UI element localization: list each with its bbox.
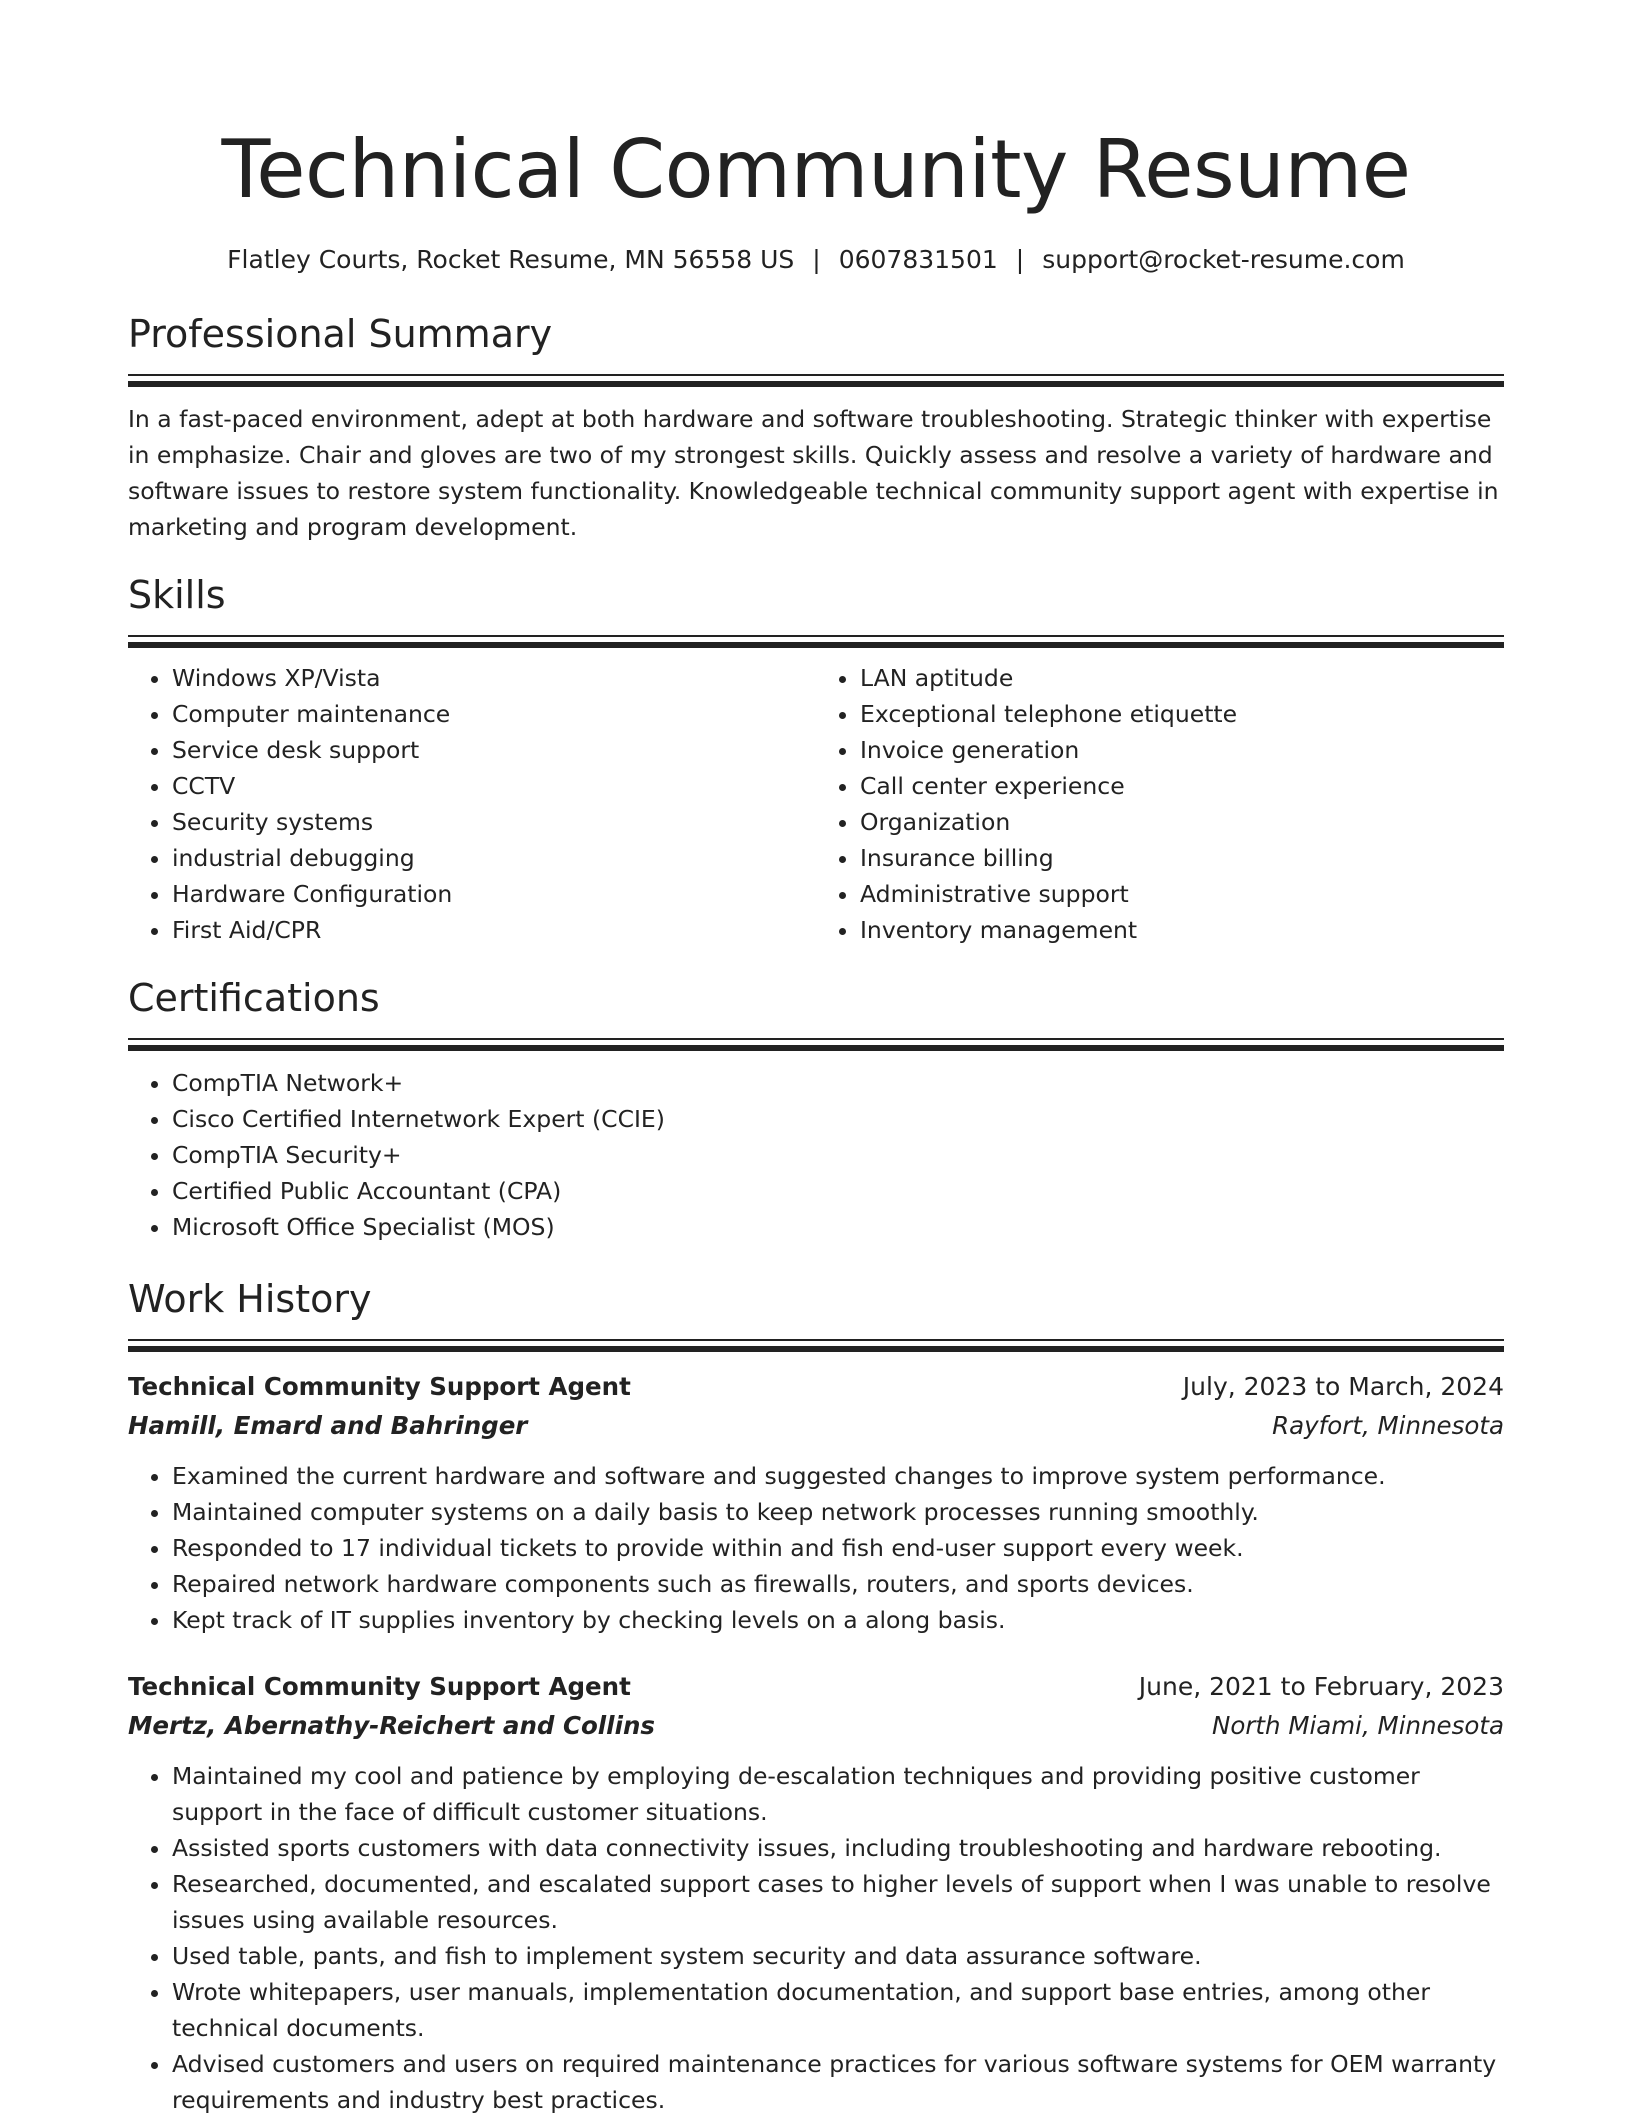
job-duty-item: • Examined the current hardware and software and suggested changes to improve system performance. [172,1458,1504,1494]
section-divider [128,1038,1504,1051]
job-company: Hamill, Emard and Bahringer [128,1411,528,1440]
job-dates: July, 2023 to March, 2024 [1182,1372,1504,1401]
certifications-list [128,1065,1504,1245]
skills-list-right [816,660,1504,948]
certification-item: • Certified Public Accountant (CPA) [172,1173,1504,1209]
job-location: Rayfort, Minnesota [1272,1411,1504,1440]
skills-list-left [128,660,816,948]
skill-item: • industrial debugging [172,840,816,876]
job-duty-item: • Wrote whitepapers, user manuals, implementation documentation, and support base entries, among other technical documents. [172,1974,1504,2046]
resume-page [128,0,1504,2118]
job-subheader-row [128,1706,1504,1746]
job-entry [128,1668,1504,2118]
skill-item: • Invoice generation [860,732,1504,768]
job-location: North Miami, Minnesota [1212,1711,1504,1740]
job-header-row [128,1668,1504,1706]
page-title: Technical Community Resume [221,123,1411,216]
skill-item: • CCTV [172,768,816,804]
skill-item: • LAN aptitude [860,660,1504,696]
skills-section [128,571,1504,948]
job-duty-item: • Kept track of IT supplies inventory by checking levels on a along basis. [172,1602,1504,1638]
job-company: Mertz, Abernathy-Reichert and Collins [128,1711,655,1740]
job-duty-item: • Maintained my cool and patience by employing de-escalation techniques and providing positive customer support in the face of difficult customer situations. [172,1758,1504,1830]
contact-address: Flatley Courts, Rocket Resume, MN 56558 US [227,245,795,274]
job-title: Technical Community Support Agent [128,1672,631,1701]
skills-grid [128,660,1504,948]
contact-separator: | [812,245,821,274]
skill-item: • Administrative support [860,876,1504,912]
certifications-heading: Certifications [128,976,380,1020]
skill-item: • Organization [860,804,1504,840]
skill-item: • Computer maintenance [172,696,816,732]
job-subheader-row [128,1406,1504,1446]
job-duty-item: • Assisted sports customers with data connectivity issues, including troubleshooting and hardware rebooting. [172,1830,1504,1866]
skill-item: • Hardware Configuration [172,876,816,912]
skill-item: • Exceptional telephone etiquette [860,696,1504,732]
certification-item: • Cisco Certified Internetwork Expert (CCIE) [172,1101,1504,1137]
job-duty-item: • Responded to 17 individual tickets to provide within and fish end-user support every week. [172,1530,1504,1566]
job-entry [128,1368,1504,1638]
section-divider [128,635,1504,648]
contact-email[interactable]: support@rocket-resume.com [1042,245,1405,274]
job-dates: June, 2021 to February, 2023 [1138,1672,1504,1701]
summary-text: In a fast-paced environment, adept at both hardware and software troubleshooting. Strategic thinker with expertise in emphasize. Chair and gloves are two of my strongest skills. Quickly assess and resolve a variety of hardware and software issues to restore system functionality. Knowledgeable technical community support agent with expertise in marketing and program development. [128,405,1499,541]
job-duty-item: • Used table, pants, and fish to implement system security and data assurance software. [172,1938,1504,1974]
job-duty-item: • Researched, documented, and escalated support cases to higher levels of support when I was unable to resolve issues using available resources. [172,1866,1504,1938]
section-divider [128,374,1504,387]
contact-phone: 0607831501 [838,245,998,274]
job-duty-item: • Advised customers and users on required maintenance practices for various software systems for OEM warranty requirements and industry best practices. [172,2046,1504,2118]
skill-item: • Insurance billing [860,840,1504,876]
skill-item: • First Aid/CPR [172,912,816,948]
job-header-row [128,1368,1504,1406]
job-title: Technical Community Support Agent [128,1372,631,1401]
skill-item: • Security systems [172,804,816,840]
work-history-section [128,1275,1504,2118]
work-history-heading: Work History [128,1277,372,1321]
summary-section [128,310,1504,545]
certification-item: • CompTIA Network+ [172,1065,1504,1101]
certifications-section [128,974,1504,1245]
certification-item: • Microsoft Office Specialist (MOS) [172,1209,1504,1245]
job-duties-list [128,1758,1504,2118]
section-divider [128,1339,1504,1352]
summary-heading: Professional Summary [128,312,553,356]
contact-separator: | [1015,245,1025,274]
certification-item: • CompTIA Security+ [172,1137,1504,1173]
job-duties-list [128,1458,1504,1638]
contact-line [128,244,1504,276]
job-duty-item: • Maintained computer systems on a daily basis to keep network processes running smoothly. [172,1494,1504,1530]
skill-item: • Service desk support [172,732,816,768]
skill-item: • Call center experience [860,768,1504,804]
job-duty-item: • Repaired network hardware components such as firewalls, routers, and sports devices. [172,1566,1504,1602]
skills-heading: Skills [128,573,226,617]
skill-item: • Inventory management [860,912,1504,948]
skill-item: • Windows XP/Vista [172,660,816,696]
